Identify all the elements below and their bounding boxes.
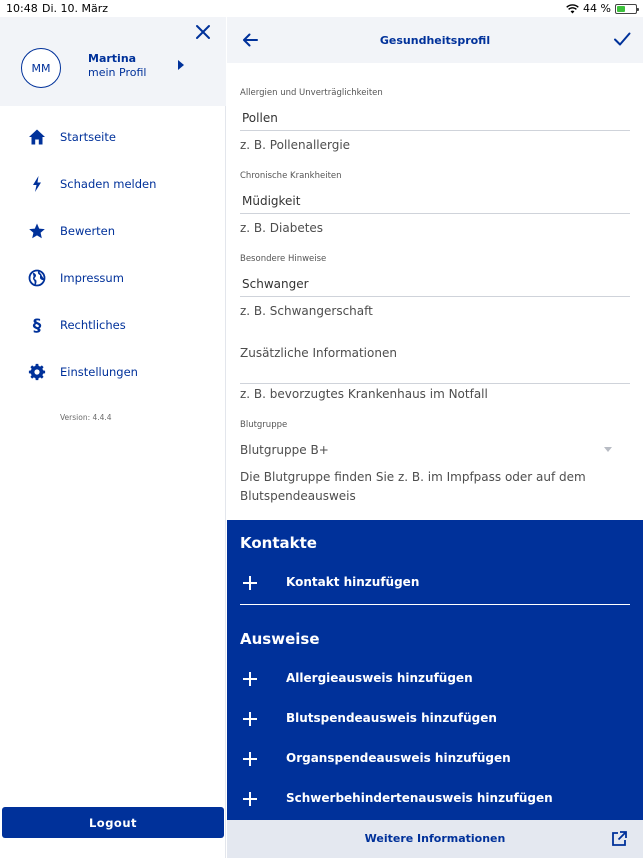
add-allergy-id-label: Allergieausweis hinzufügen — [286, 671, 473, 685]
wifi-icon — [566, 4, 579, 14]
add-disability-id-label: Schwerbehindertenausweis hinzufügen — [286, 791, 553, 805]
battery-icon — [615, 4, 637, 14]
app-version: Version: 4.4.4 — [60, 413, 112, 422]
additional-info-hint: z. B. bevorzugtes Krankenhaus im Notfall — [240, 387, 488, 401]
add-allergy-id-button[interactable] — [240, 669, 630, 695]
plus-icon — [243, 792, 257, 806]
svg-text:§: § — [32, 316, 42, 334]
star-icon — [28, 222, 46, 240]
paragraph-icon — [28, 316, 46, 334]
chronic-diseases-label: Chronische Krankheiten — [240, 171, 342, 181]
header-bar — [227, 17, 643, 63]
profile-subtitle: mein Profil — [88, 66, 147, 79]
allergies-label: Allergien und Unverträglichkeiten — [240, 88, 383, 98]
sidebar-item-label: Schaden melden — [60, 177, 157, 191]
status-date: Di. 10. März — [42, 2, 109, 15]
contacts-heading: Kontakte — [240, 534, 317, 552]
chevron-down-icon[interactable] — [604, 447, 612, 452]
add-disability-id-button[interactable] — [240, 789, 630, 815]
sidebar-item-label: Impressum — [60, 271, 124, 285]
chevron-right-icon — [178, 60, 184, 70]
more-info-label: Weitere Informationen — [364, 832, 506, 845]
lightning-icon — [28, 175, 46, 193]
sidebar-item-bewerten[interactable] — [0, 217, 226, 247]
globe-icon — [28, 269, 46, 287]
status-bar — [0, 0, 643, 17]
sidebar-item-einstellungen[interactable] — [0, 358, 226, 388]
add-organ-donor-id-button[interactable] — [240, 749, 630, 775]
special-notes-hint: z. B. Schwangerschaft — [240, 304, 373, 318]
additional-info-field[interactable] — [240, 360, 630, 384]
sidebar-item-label: Einstellungen — [60, 365, 138, 379]
close-icon[interactable] — [193, 22, 213, 42]
home-icon — [28, 128, 46, 146]
sidebar-item-label: Bewerten — [60, 224, 116, 238]
sidebar-item-impressum[interactable] — [0, 264, 226, 294]
external-link-icon — [610, 830, 628, 848]
sidebar-item-rechtliches[interactable] — [0, 311, 226, 341]
avatar: MM — [21, 48, 61, 88]
add-contact-button[interactable] — [240, 573, 630, 599]
additional-info-label: Zusätzliche Informationen — [240, 346, 397, 360]
status-time: 10:48 — [6, 2, 38, 15]
page-title: Gesundheitsprofil — [379, 34, 491, 47]
sidebar-item-startseite[interactable] — [0, 123, 226, 153]
chronic-diseases-field[interactable]: Müdigkeit — [240, 190, 630, 214]
special-notes-field[interactable]: Schwanger — [240, 273, 630, 297]
sidebar-item-label: Rechtliches — [60, 318, 126, 332]
profile-header[interactable] — [0, 17, 226, 106]
profile-name: Martina — [88, 52, 137, 65]
blood-type-label: Blutgruppe — [240, 420, 288, 430]
health-profile-panel — [227, 17, 643, 858]
allergies-field[interactable]: Pollen — [240, 107, 630, 131]
sidebar — [0, 17, 226, 858]
ids-heading: Ausweise — [240, 630, 320, 648]
more-info-button[interactable] — [227, 820, 643, 858]
add-blood-donor-id-label: Blutspendeausweis hinzufügen — [286, 711, 497, 725]
status-indicators — [566, 2, 637, 15]
divider — [240, 604, 630, 605]
add-organ-donor-id-label: Organspendeausweis hinzufügen — [286, 751, 511, 765]
sidebar-item-schaden-melden[interactable] — [0, 170, 226, 200]
allergies-hint: z. B. Pollenallergie — [240, 138, 351, 152]
blood-type-select[interactable]: Blutgruppe B+ — [240, 443, 329, 457]
add-contact-label: Kontakt hinzufügen — [286, 575, 420, 589]
plus-icon — [243, 712, 257, 726]
plus-icon — [243, 576, 257, 590]
battery-percent: 44 % — [583, 2, 611, 15]
logout-button[interactable]: Logout — [2, 807, 224, 838]
plus-icon — [243, 752, 257, 766]
checkmark-icon[interactable] — [613, 30, 631, 48]
chronic-diseases-hint: z. B. Diabetes — [240, 221, 324, 235]
add-blood-donor-id-button[interactable] — [240, 709, 630, 735]
blood-type-help: Die Blutgruppe finden Sie z. B. im Impfpass oder auf dem Blutspendeausweis — [240, 470, 586, 503]
contacts-and-ids-section — [227, 520, 643, 820]
gear-icon — [28, 363, 46, 381]
sidebar-item-label: Startseite — [60, 130, 116, 144]
special-notes-label: Besondere Hinweise — [240, 254, 327, 264]
plus-icon — [243, 672, 257, 686]
